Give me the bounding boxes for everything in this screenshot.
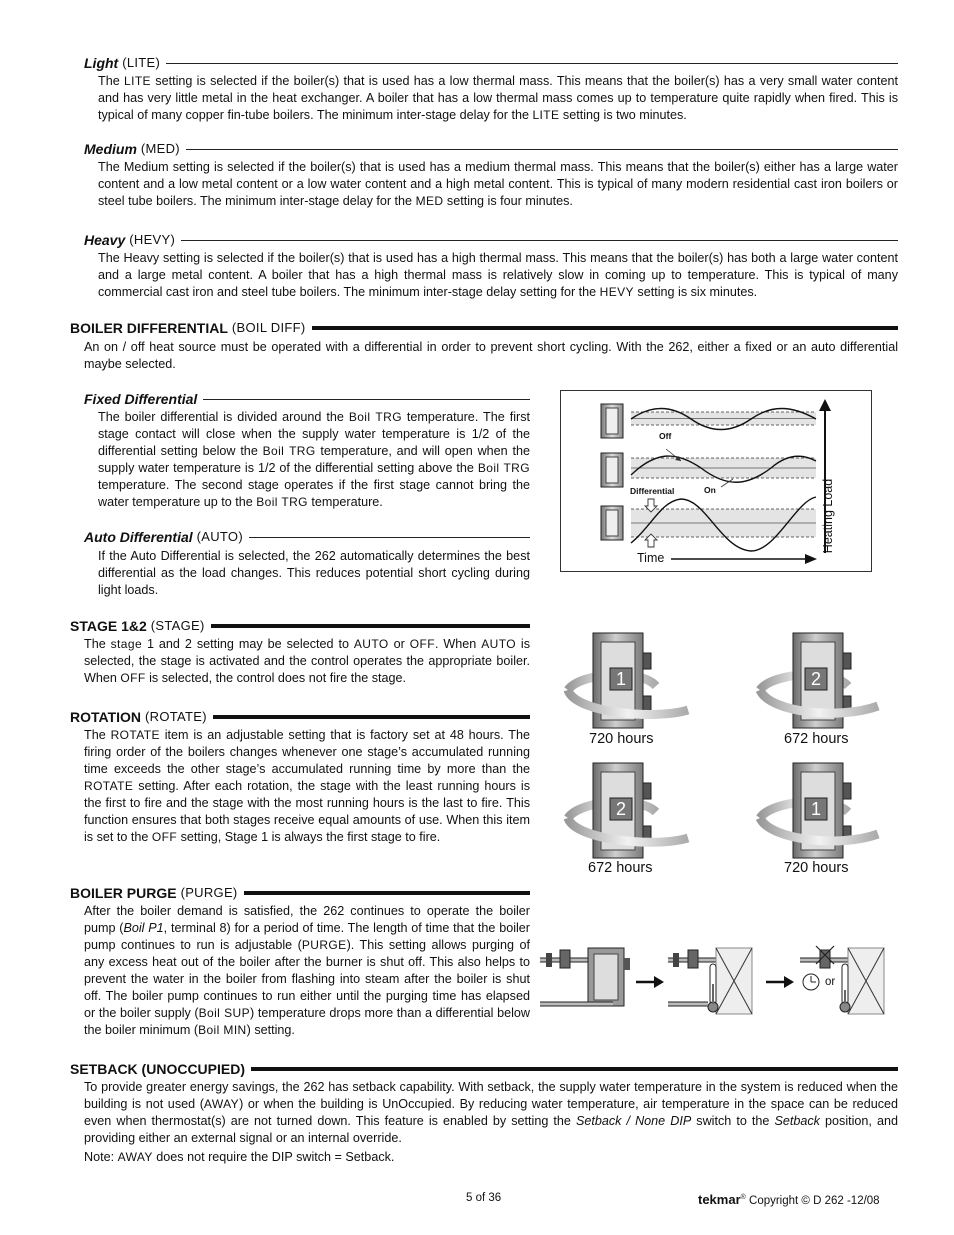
boiler-icon	[601, 453, 623, 487]
heading-rule	[166, 63, 898, 64]
fixed-differential-title: Fixed Differential	[84, 391, 198, 407]
setback-heading	[70, 1061, 898, 1077]
heading-rule	[249, 537, 530, 538]
auto-differential-paragraph: If the Auto Differential is selected, the 262 automatically determines the best differential as the load changes. This reduces potential short cycling during light loads.	[98, 549, 530, 597]
stage-paragraph: The stage 1 and 2 setting may be selected to AUTO or OFF. When AUTO is selected, the stage is activated and the control operates the appropriate boiler. When OFF is selected, the control does not fire the stage.	[84, 637, 531, 685]
on-label: On	[704, 485, 716, 495]
light-heading	[84, 55, 898, 71]
purge-stage-pump-off	[800, 946, 884, 1014]
boiler-icon	[601, 404, 623, 438]
heating-load-label: Heating Load	[821, 478, 835, 554]
or-label: or	[825, 976, 836, 988]
purge-arrow	[766, 976, 794, 988]
purge-stage-running	[540, 948, 630, 1006]
heading-rule	[181, 240, 898, 241]
heavy-heading	[84, 232, 898, 248]
boiler-purge-heading	[70, 885, 530, 901]
purge-diagram	[538, 940, 898, 1020]
rotation-code: (ROTATE)	[145, 709, 207, 724]
off-label: Off	[659, 431, 672, 441]
boiler-number-top-left: 1	[615, 669, 626, 689]
heavy-title: Heavy	[84, 232, 126, 248]
medium-heading	[84, 141, 898, 157]
heading-bar	[213, 715, 530, 719]
rotation-diagram	[560, 628, 880, 883]
fixed-differential-paragraph: The boiler differential is divided around the Boil TRG temperature. The first stage contact will close when the supply water temperature is 1/2 of the differential setting below the Boil TRG temperature, and will open when the supply water temperature is 1/2 of the differential setting above the Boil TRG temperature. The second stage operates if the first stage cannot bring the water temperature up to the Boil TRG temperature.	[98, 410, 530, 509]
boiler-differential-title: BOILER DIFFERENTIAL	[70, 320, 228, 336]
heading-rule	[203, 399, 530, 400]
rotation-title: ROTATION	[70, 709, 142, 725]
boiler-number-top-right: 2	[810, 669, 821, 689]
heavy-paragraph: The Heavy setting is selected if the boiler(s) that is used has a high thermal mass. This means that the boiler(s) has both a large water content and a large metal content. A boiler that has a high thermal mass is relatively slow in coming up to temperature. This is typical of many commercial cast iron and steel tube boilers. The minimum inter-stage delay setting for the HEVY setting is six minutes.	[98, 251, 898, 299]
heavy-code: (HEVY)	[129, 232, 176, 247]
copyright: tekmar® Copyright © D 262 -12/08	[698, 1192, 880, 1207]
setback-note: Note: AWAY does not require the DIP switch = Setback.	[84, 1150, 395, 1164]
stage-heading	[70, 618, 530, 634]
heading-bar	[251, 1067, 898, 1071]
boiler-purge-paragraph: After the boiler demand is satisfied, the 262 continues to operate the boiler pump (Boil P1, terminal 8) for a period of time. The length of time that the boiler pump continues to run is adjustable (PURGE). This setting allows purging of any excess heat out of the boiler after the burner is shut off. This also helps to prevent the water in the boiler from flashing into steam after the boiler is shut off. The boiler pump continues to run either until the purging time has elapsed or the boiler supply (Boil SUP) temperature drops more than a differential below the boiler minimum (Boil MIN) setting.	[84, 904, 530, 1037]
purge-arrow	[636, 976, 664, 988]
purge-figure	[538, 940, 898, 1020]
time-arrow	[671, 554, 817, 564]
boiler-purge-title: BOILER PURGE	[70, 885, 177, 901]
page-number: 5 of 36	[466, 1192, 502, 1204]
hours-bottom-left: 672 hours	[588, 860, 653, 876]
time-label: Time	[637, 551, 665, 565]
light-title: Light	[84, 55, 119, 71]
hours-top-left: 720 hours	[589, 731, 654, 747]
rotation-heading	[70, 709, 530, 725]
heading-bar	[211, 624, 530, 628]
purge-stage-pump-running	[668, 948, 752, 1014]
boiler-differential-heading	[70, 320, 898, 336]
setback-title: SETBACK (UNOCCUPIED)	[70, 1061, 245, 1077]
auto-differential-heading	[84, 529, 530, 545]
setback-paragraph: To provide greater energy savings, the 262 has setback capability. With setback, the supply water temperature in the system is reduced when the building is not used (AWAY) or when the building is UnOccupied. By reducing water temperature, air temperature in the space can be reduced even when thermostat(s) are not turned down. This feature is enabled by setting the Setback / None DIP switch to the Setback position, and providing either an external signal or an internal override.	[84, 1080, 899, 1145]
boiler-purge-code: (PURGE)	[180, 885, 238, 900]
boiler-number-bottom-left: 2	[615, 799, 626, 819]
medium-code: (MED)	[140, 141, 180, 156]
boiler-number-bottom-right: 1	[810, 799, 821, 819]
light-code: (LITE)	[122, 55, 161, 70]
medium-paragraph: The Medium setting is selected if the boiler(s) that is used has a medium thermal mass. This means that the boiler(s) either has a large water content and a low metal content or a low water content and a high metal content. This is typical of many modern residential cast iron boilers or steel tube boilers. The minimum inter-stage delay for the MED setting is four minutes.	[98, 160, 898, 208]
heading-rule	[186, 149, 898, 150]
light-paragraph: The LITE setting is selected if the boiler(s) that is used has a low thermal mass. This means that the boiler(s) has a very small water content and has very little metal in the heat exchanger. A boiler that has a low thermal mass comes up to temperature quite rapidly when fired. This is typical of many copper fin-tube boilers. The minimum inter-stage delay for the LITE setting is two minutes.	[98, 74, 899, 122]
boiler-differential-code: (BOIL DIFF)	[231, 320, 306, 335]
stage-title: STAGE 1&2	[70, 618, 147, 634]
differential-figure	[560, 390, 872, 572]
heading-bar	[244, 891, 530, 895]
hours-top-right: 672 hours	[784, 731, 849, 747]
heading-bar	[312, 326, 899, 330]
rotation-paragraph: The ROTATE item is an adjustable setting that is factory set at 48 hours. The firing order of the boilers changes whenever one stage’s accumulated running time exceeds the other stage’s accumulated running time by more than the ROTATE setting. After each rotation, the stage with the least running hours is the first to fire and the stage with the most running hours is the last to fire. This function ensures that both stages receive equal amounts of use. When this item is set to the OFF setting, Stage 1 is always the first stage to fire.	[84, 728, 530, 844]
differential-label: Differential	[630, 486, 675, 496]
tekmar-logo: tekmar	[698, 1192, 741, 1207]
medium-title: Medium	[84, 141, 137, 157]
rotation-figure	[560, 628, 880, 883]
boiler-differential-paragraph: An on / off heat source must be operated with a differential in order to prevent short cycling. With the 262, either a fixed or an auto differential maybe selected.	[84, 340, 898, 371]
auto-differential-title: Auto Differential	[84, 529, 193, 545]
auto-differential-code: (AUTO)	[196, 529, 243, 544]
fixed-differential-heading	[84, 391, 530, 407]
stage-code: (STAGE)	[150, 618, 205, 633]
hours-bottom-right: 720 hours	[784, 860, 849, 876]
boiler-icon	[601, 506, 623, 540]
